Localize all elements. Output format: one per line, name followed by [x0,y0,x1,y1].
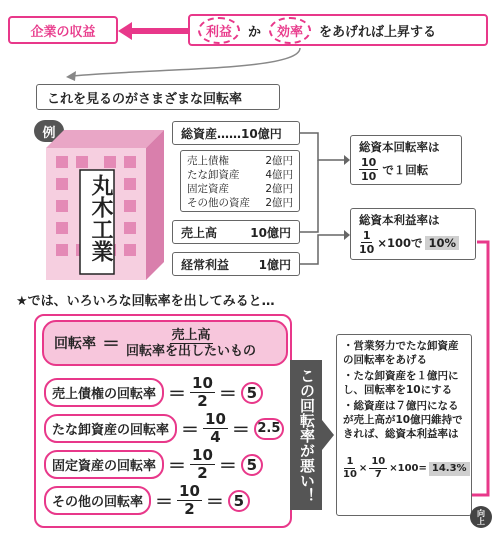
rise-label: をあげれば上昇する [319,24,437,40]
or-label: か [248,24,262,40]
ratio-result: 2.5 [254,418,284,440]
profit-rate-box [350,208,476,260]
ratio-row: たな卸資産の回転率 ＝ $\frac{10}{4}$ ＝ 2.5 [44,412,284,445]
vertical-banner: この回転率が悪い！ [298,367,316,503]
ratio-label: 売上債権の回転率 [44,378,164,407]
formula-box [42,320,288,366]
subtitle: これを見るのがさまざまな回転率 [47,91,243,107]
total-assets: 総資産……10億円 [181,126,282,141]
efficiency-box [188,14,488,46]
arrow-left-icon [118,22,188,40]
sales-box [172,220,300,244]
note-item: ・総資産は７億円になるが売上高が10億円維持できれば、総資本利益率は [343,400,463,440]
ratio-label: 固定資産の回転率 [44,450,164,479]
example-tag-label: 例 [42,125,56,141]
turnover-box [350,135,462,185]
ordinary-profit-value: 1億円 [258,257,291,272]
sales-value: 10億円 [250,225,291,240]
profit-rate-den: 10 [359,243,375,256]
up-mark-badge [470,506,492,528]
profit-rate-title: 総資本利益率は [359,213,440,227]
corp-profit-box [8,16,118,44]
formula-label: 回転率 [54,336,96,352]
profit-rate-suffix: ×100で [377,235,423,250]
ratio-label: たな卸資産の回転率 [44,414,177,443]
ordinary-profit-box [172,252,300,276]
ratio-row: 売上債権の回転率 ＝ $\frac{10}{2}$ ＝ 5 [44,376,263,409]
ratio-result: 5 [241,382,263,404]
asset-row: 売上債権 2億円 [187,155,293,167]
ordinary-profit-label: 経常利益 [181,257,230,272]
note-item: ・たな卸資産を１億円にし、回転率を10にする [343,370,459,396]
lead-text: ★では、いろいろな回転率を出してみると… [16,294,275,309]
efficiency-burst: 効率 [269,17,311,44]
formula-den: 回転率を出したいもの [126,343,257,359]
profit-rate-result: 10% [425,236,459,250]
subtitle-box [36,84,280,110]
asset-row: 固定資産 2億円 [187,183,293,195]
asset-breakdown-box [180,150,300,212]
total-assets-box [172,121,300,145]
turnover-num: 10 [361,156,377,169]
turnover-calc [359,157,453,182]
ratio-row: 固定資産の回転率 ＝ $\frac{10}{2}$ ＝ 5 [44,448,263,481]
final-result: 14.3% [429,462,470,476]
equals-sign: ＝ [102,334,120,355]
final-calc: $\frac{1}{10}$ × $\frac{10}{7}$ ×100= 14.3% [343,457,465,480]
turnover-den: 10 [361,170,377,183]
turnover-suffix: で１回転 [382,162,429,177]
asset-row: その他の資産 2億円 [187,197,293,209]
turnover-title: 総資本回転率は [359,140,440,154]
up-mark: 向上 [476,509,486,525]
ratio-row: その他の回転率 ＝ $\frac{10}{2}$ ＝ 5 [44,484,250,517]
notes-box [336,334,472,516]
profit-rate-num: 1 [362,229,371,242]
asset-row: たな卸資産 4億円 [187,169,293,181]
profit-burst: 利益 [198,17,240,44]
profit-rate-calc [359,230,467,255]
connector-lines [300,120,350,280]
curve-arrow-icon [60,46,310,86]
ratio-label: その他の回転率 [44,486,151,515]
formula-num: 売上高 [171,327,211,343]
note-item: ・営業努力でたな卸資産の回転率をあげる [343,340,459,366]
ratio-result: 5 [228,490,250,512]
sales-label: 売上高 [181,225,218,240]
ratio-result: 5 [241,454,263,476]
company-name: 丸木工業 [88,174,113,262]
corp-profit-label: 企業の収益 [30,24,96,40]
